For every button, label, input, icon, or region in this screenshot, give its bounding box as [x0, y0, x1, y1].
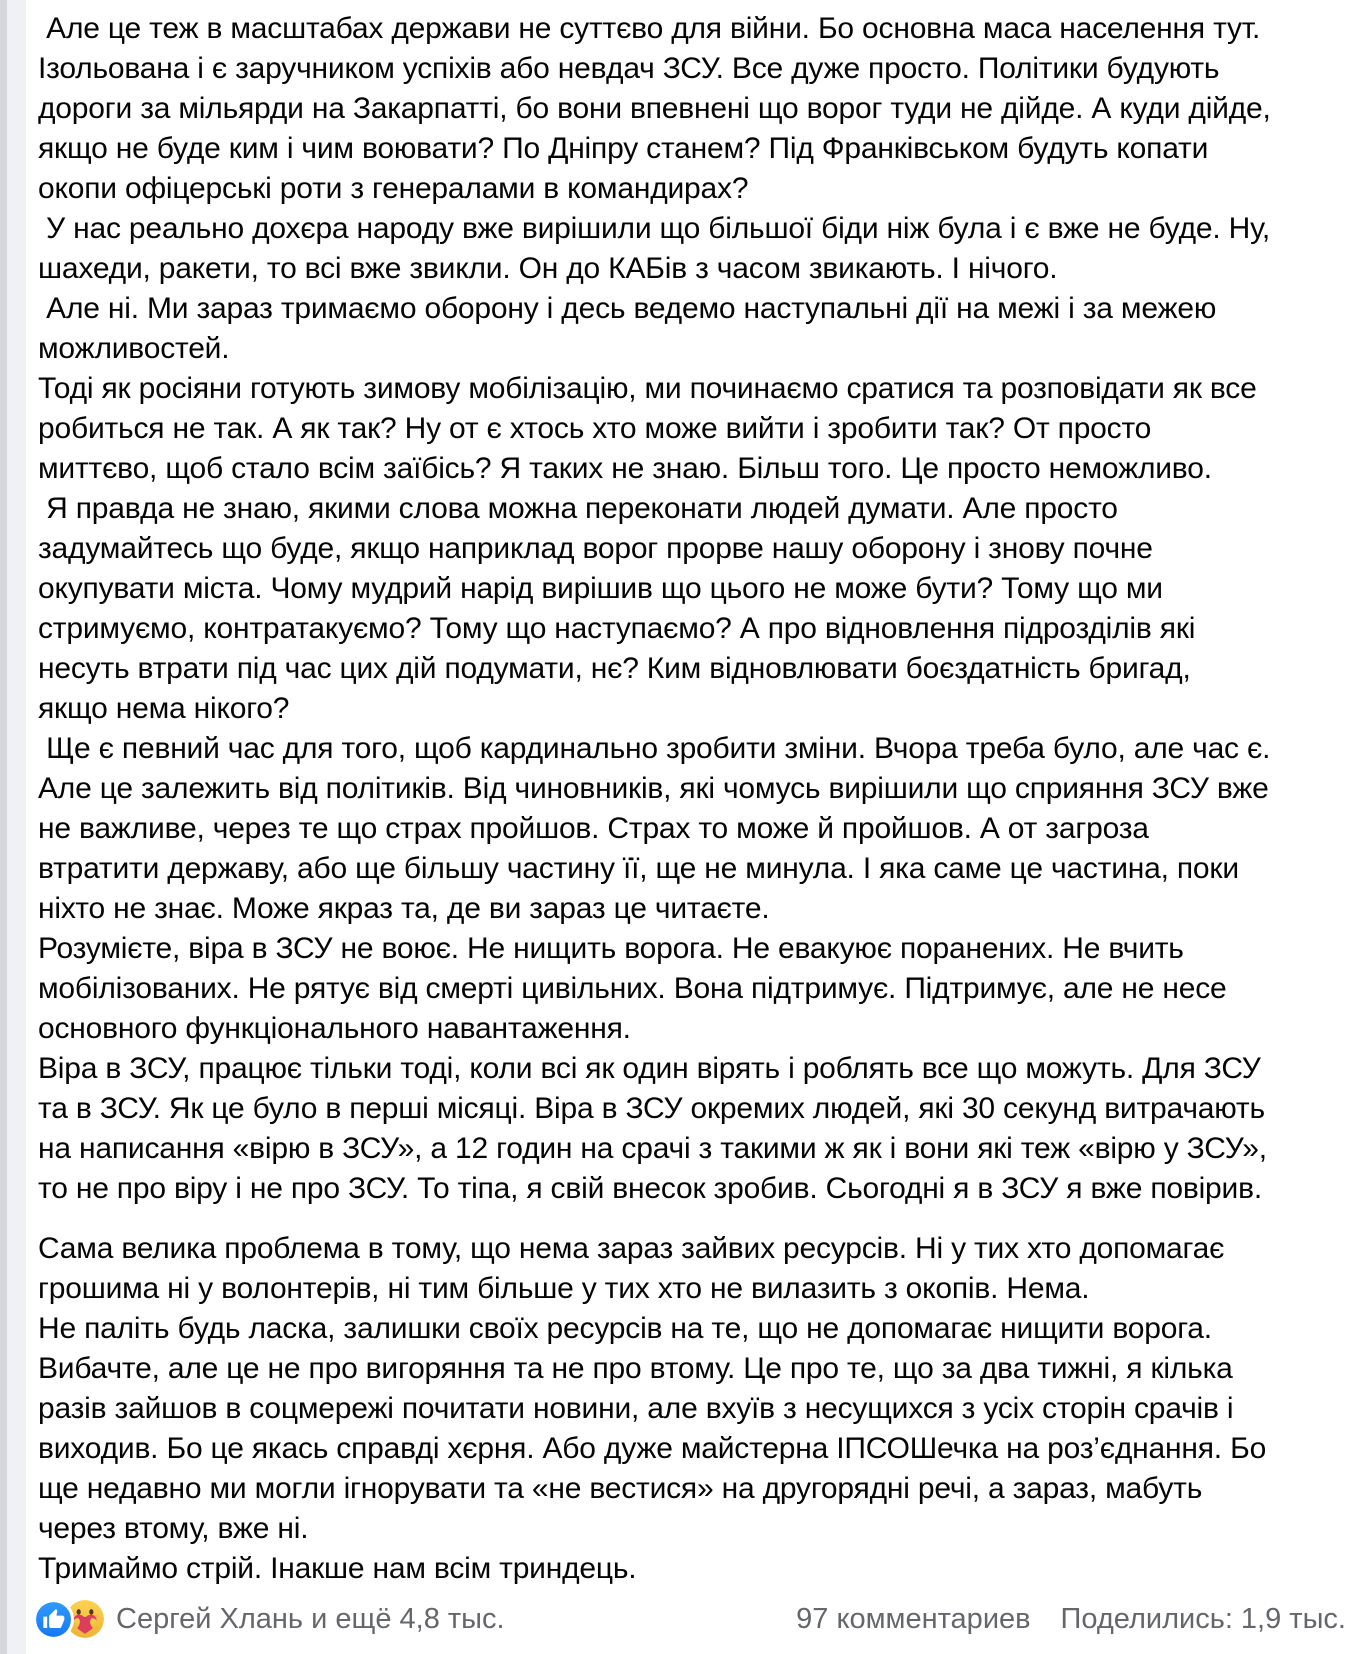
post-line: разів зайшов в соцмережі почитати новини, але вхуїв з несущихся з усіх сторін срачів і	[38, 1392, 1234, 1425]
post-paragraph-1	[38, 9, 1348, 1209]
shares-count[interactable]: Поделились: 1,9 тыс.	[1060, 1603, 1346, 1635]
like-thumbs-up-icon	[36, 1602, 71, 1637]
post-line: Віра в ЗСУ, працює тільки тоді, коли всі як один вірять і роблять все що можуть. Для ЗСУ	[38, 1052, 1261, 1085]
post-line: грошима ні у волонтерів, ні тим більше у тих хто не вилазить з окопів. Нема.	[38, 1272, 1090, 1305]
post-line: то не про віру і не про ЗСУ. То тіпа, я свій внесок зробив. Сьогодні я в ЗСУ я вже повірив.	[38, 1172, 1262, 1205]
reactions-summary[interactable]	[36, 1600, 505, 1638]
post-line: виходив. Бо це якась справді хєрня. Або дуже майстерна ІПСОШечка на роз’єднання. Бо	[38, 1432, 1267, 1465]
post-line: мобілізованих. Не рятує від смерті цивільних. Вона підтримує. Підтримує, але не несе	[38, 972, 1227, 1005]
post-line: Розумієте, віра в ЗСУ не воює. Не нищить ворога. Не евакуює поранених. Не вчить	[38, 932, 1184, 965]
post-line: якщо не буде ким і чим воювати? По Дніпру станем? Під Франківськом будуть копати	[38, 132, 1209, 165]
post-line: окупувати міста. Чому мудрий нарід вирішив що цього не може бути? Тому що ми	[38, 572, 1163, 605]
reaction-icons	[36, 1600, 104, 1638]
post-line: У нас реально дохєра народу вже вирішили що більшої біди ніж була і є вже не буде. Ну,	[38, 212, 1271, 245]
post-line: можливостей.	[38, 332, 230, 365]
post-line: миттєво, щоб стало всім заїбісь? Я таких не знаю. Більш того. Це просто неможливо.	[38, 452, 1212, 485]
post-line: Ще є певний час для того, щоб кардинально зробити зміни. Вчора треба було, але час є.	[38, 732, 1271, 765]
post-line: дороги за мільярди на Закарпатті, бо вони впевнені що ворог туди не дійде. А куди дійде,	[38, 92, 1271, 125]
post-line: несуть втрати під час цих дій подумати, нє? Ким відновлювати боєздатність бригад,	[38, 652, 1191, 685]
post-line: та в ЗСУ. Як це було в перші місяці. Віра в ЗСУ окремих людей, які 30 секунд витрачають	[38, 1092, 1265, 1125]
post-line: Я правда не знаю, якими слова можна переконати людей думати. Але просто	[38, 492, 1118, 525]
post-line: Тримаймо стрій. Інакше нам всім триндець.	[38, 1552, 637, 1585]
post-line: через втому, вже ні.	[38, 1512, 309, 1545]
engagement-bar	[0, 1590, 1372, 1654]
post-line: не важливе, через те що страх пройшов. Страх то може й пройшов. А от загроза	[38, 812, 1149, 845]
post-line: Сама велика проблема в тому, що нема зараз зайвих ресурсів. Ні у тих хто допомагає	[38, 1232, 1225, 1265]
post-line: основного функціонального навантаження.	[38, 1012, 631, 1045]
post-line: ніхто не знає. Може якраз та, де ви зараз це читаєте.	[38, 892, 770, 925]
post-paragraph-2	[38, 1229, 1348, 1589]
post-line: шахеди, ракети, то всі вже звикли. Он до КАБів з часом звикають. І нічого.	[38, 252, 1058, 285]
post-line: стримуємо, контратакуємо? Тому що наступаємо? А про відновлення підрозділів які	[38, 612, 1196, 645]
post-line: втратити державу, або ще більшу частину її, ще не минула. І яка саме це частина, поки	[38, 852, 1239, 885]
post-line: задумайтесь що буде, якщо наприклад ворог прорве нашу оборону і знову почне	[38, 532, 1153, 565]
post-line: робиться не так. А як так? Ну от є хтось хто може вийти і зробити так? От просто	[38, 412, 1152, 445]
reaction-names[interactable]: Сергей Хлань и ещё 4,8 тыс.	[116, 1603, 505, 1635]
post-line: Не паліть будь ласка, залишки своїх ресурсів на те, що не допомагає нищити ворога.	[38, 1312, 1212, 1345]
comments-count[interactable]: 97 комментариев	[796, 1603, 1031, 1635]
post-line: Тоді як росіяни готують зимову мобілізацію, ми починаємо сратися та розповідати як все	[38, 372, 1257, 405]
post-line: Але ні. Ми зараз тримаємо оборону і десь ведемо наступальні дії на межі і за межею	[38, 292, 1217, 325]
post-line: окопи офіцерські роти з генералами в командирах?	[38, 172, 749, 205]
post-line: якщо нема нікого?	[38, 692, 290, 725]
post-line: Вибачте, але це не про вигоряння та не про втому. Це про те, що за два тижні, я кілька	[38, 1352, 1233, 1385]
post-line: на написання «вірю в ЗСУ», а 12 годин на срачі з такими ж як і вони які теж «вірю у ЗСУ»,	[38, 1132, 1267, 1165]
right-counts	[796, 1602, 1346, 1636]
care-hug-heart-icon	[66, 1600, 104, 1638]
post-line: ще недавно ми могли ігнорувати та «не вестися» на другорядні речі, а зараз, мабуть	[38, 1472, 1203, 1505]
post-line: Але це теж в масштабах держави не суттєво для війни. Бо основна маса населення тут.	[38, 12, 1261, 45]
post-line: Але це залежить від політиків. Від чиновників, які чомусь вирішили що сприяння ЗСУ вже	[38, 772, 1269, 805]
post-line: Ізольована і є заручником успіхів або невдач ЗСУ. Все дуже просто. Політики будують	[38, 52, 1220, 85]
